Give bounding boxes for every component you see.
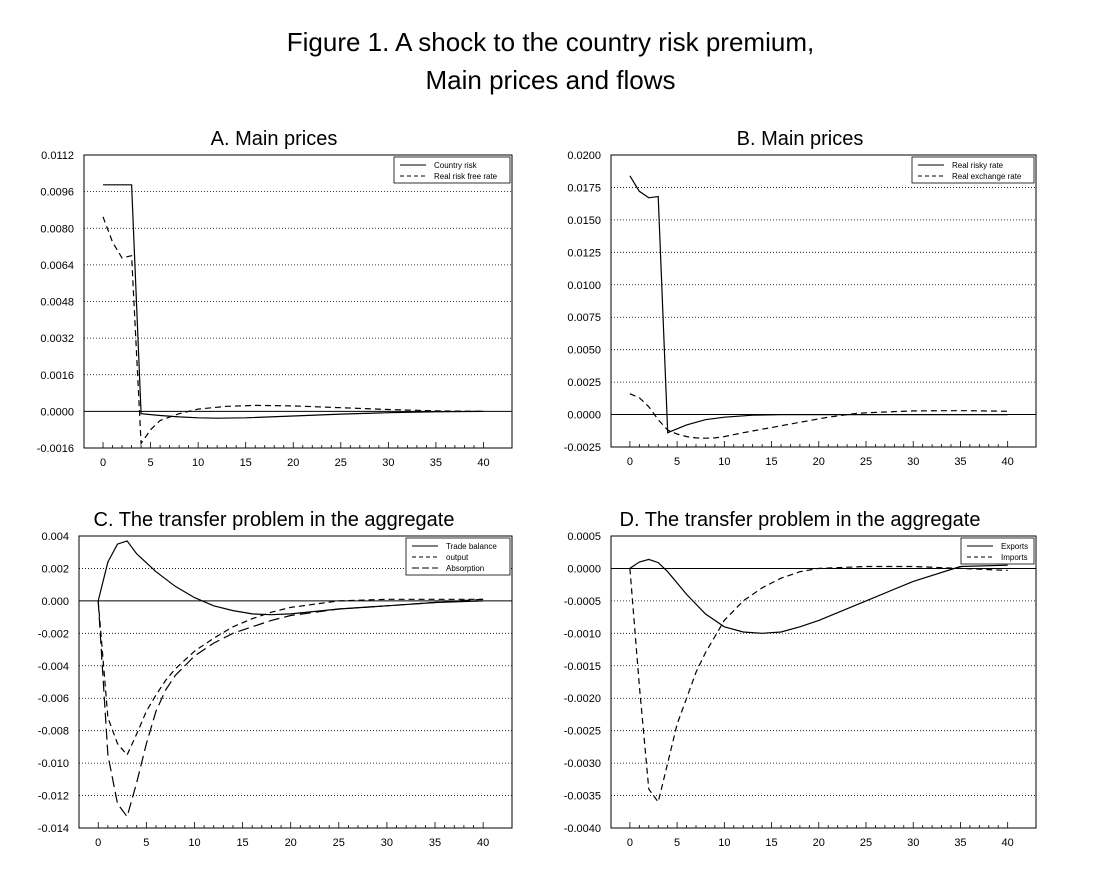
y-tick-label: 0.000: [41, 595, 69, 608]
chart-B: [564, 128, 1036, 468]
series-line-absorption: [98, 599, 483, 816]
x-tick-label: 20: [284, 837, 297, 849]
y-tick-label: 0.0096: [40, 186, 74, 199]
x-tick-label: 15: [239, 457, 252, 469]
chart-title: B. Main prices: [736, 128, 864, 150]
y-tick-label: 0.0175: [567, 182, 601, 195]
x-tick-label: 20: [812, 456, 825, 468]
x-tick-label: 35: [954, 837, 967, 849]
legend-label: Trade balance: [446, 542, 497, 551]
chart-A: [37, 128, 512, 469]
series-line-exports: [630, 559, 1008, 633]
y-tick-label: -0.002: [37, 628, 69, 641]
series-line-output: [98, 599, 483, 755]
y-tick-label: -0.0035: [563, 790, 601, 803]
y-tick-label: 0.0000: [567, 409, 601, 422]
x-tick-label: 5: [674, 456, 681, 468]
x-tick-label: 35: [954, 456, 967, 468]
x-tick-label: 0: [626, 837, 633, 849]
y-tick-label: -0.0016: [36, 443, 74, 455]
x-tick-label: 30: [907, 837, 920, 849]
y-tick-label: -0.010: [37, 758, 69, 771]
x-tick-label: 30: [380, 837, 394, 849]
x-tick-label: 5: [143, 837, 150, 849]
series-line-imports: [630, 567, 1008, 803]
y-tick-label: 0.0080: [40, 223, 74, 236]
x-tick-label: 35: [429, 457, 443, 469]
x-tick-label: 15: [765, 837, 778, 849]
series-line-real-risk-free-rate: [103, 217, 484, 444]
x-tick-label: 15: [236, 837, 249, 849]
figure-title-line2: Main prices and flows: [425, 65, 676, 95]
x-tick-label: 30: [907, 456, 920, 468]
x-tick-label: 10: [188, 837, 201, 849]
legend-label: Country risk: [434, 161, 477, 170]
x-tick-label: 15: [765, 456, 778, 468]
y-tick-label: -0.008: [37, 725, 69, 738]
plot-frame: [611, 155, 1036, 447]
chart-D: [564, 509, 1036, 849]
legend-label: Absorption: [446, 564, 485, 573]
x-tick-label: 20: [287, 457, 300, 469]
x-tick-label: 40: [477, 837, 490, 849]
y-tick-label: 0.0032: [40, 333, 74, 346]
y-tick-label: 0.0200: [567, 150, 601, 162]
y-tick-label: -0.0025: [563, 725, 601, 738]
chart-title: A. Main prices: [210, 128, 338, 150]
chart-title: C. The transfer problem in the aggregate: [93, 509, 455, 531]
x-tick-label: 20: [812, 837, 825, 849]
y-tick-label: -0.0010: [563, 628, 601, 641]
x-tick-label: 40: [1001, 456, 1014, 468]
y-tick-label: -0.0015: [563, 660, 601, 673]
y-tick-label: -0.0025: [563, 442, 601, 454]
y-tick-label: 0.0150: [567, 214, 601, 227]
chart-C: [38, 509, 512, 849]
x-tick-label: 30: [382, 457, 395, 469]
y-tick-label: 0.0112: [41, 150, 74, 162]
x-tick-label: 0: [99, 457, 107, 469]
x-tick-label: 0: [626, 456, 633, 468]
y-tick-label: 0.004: [41, 531, 69, 543]
y-tick-label: 0.0048: [40, 296, 74, 309]
x-tick-label: 40: [477, 457, 490, 469]
y-tick-label: -0.006: [37, 693, 69, 706]
legend-label: Exports: [1001, 542, 1029, 551]
y-tick-label: 0.0000: [567, 563, 601, 576]
x-tick-label: 5: [674, 837, 681, 849]
x-tick-label: 5: [147, 457, 154, 469]
y-tick-label: -0.012: [37, 790, 69, 803]
legend-label: Real risk free rate: [434, 172, 498, 181]
y-tick-label: 0.0064: [40, 259, 74, 272]
y-tick-label: 0.0016: [40, 369, 74, 382]
y-tick-label: 0.0000: [40, 406, 74, 419]
y-tick-label: 0.0125: [567, 247, 601, 260]
y-tick-label: 0.0100: [567, 279, 601, 292]
x-tick-label: 25: [859, 456, 873, 468]
y-tick-label: 0.0025: [567, 377, 601, 390]
y-tick-label: -0.0005: [563, 595, 601, 608]
x-tick-label: 10: [718, 837, 731, 849]
y-tick-label: -0.0020: [563, 693, 601, 706]
y-tick-label: -0.0030: [563, 758, 601, 771]
x-tick-label: 25: [859, 837, 873, 849]
x-tick-label: 0: [95, 837, 102, 849]
series-line-real-risky-rate: [630, 176, 1008, 433]
legend-label: output: [446, 553, 469, 562]
y-tick-label: 0.0075: [567, 312, 601, 325]
plot-frame: [79, 536, 512, 828]
y-tick-label: -0.004: [37, 660, 69, 673]
x-tick-label: 10: [718, 456, 731, 468]
chart-title: D. The transfer problem in the aggregate: [619, 509, 981, 531]
y-tick-label: -0.0040: [563, 823, 601, 835]
x-tick-label: 35: [428, 837, 442, 849]
y-tick-label: 0.0005: [567, 531, 601, 543]
x-tick-label: 10: [192, 457, 205, 469]
x-tick-label: 40: [1001, 837, 1014, 849]
legend-label: Imports: [1001, 553, 1028, 562]
series-line-real-exchange-rate: [630, 394, 1008, 438]
legend-label: Real exchange rate: [952, 172, 1022, 181]
y-tick-label: 0.002: [41, 563, 69, 576]
x-tick-label: 25: [334, 457, 347, 469]
legend-label: Real risky rate: [952, 161, 1004, 170]
y-tick-label: 0.0050: [567, 344, 601, 357]
y-tick-label: -0.014: [37, 823, 69, 835]
x-tick-label: 25: [332, 837, 345, 849]
figure-title-line1: Figure 1. A shock to the country risk premium,: [286, 27, 815, 57]
